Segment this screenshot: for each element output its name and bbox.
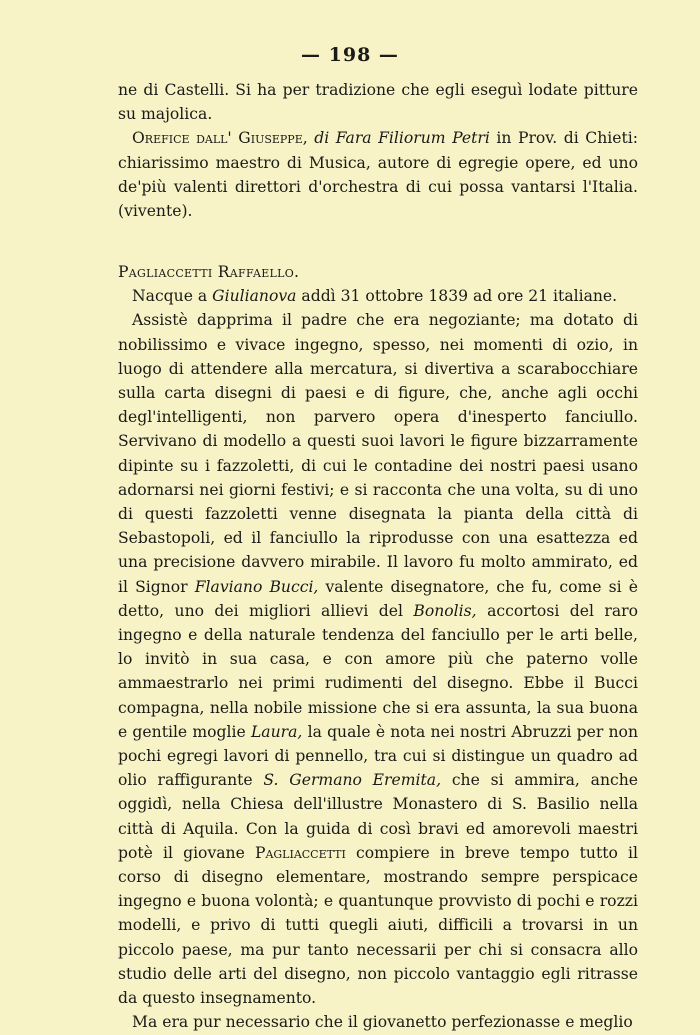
orefice-origin: di Fara Filiorum Petri bbox=[314, 129, 490, 148]
name-pagliaccetti: Pagliaccetti bbox=[254, 843, 346, 862]
final-paragraph: Ma era pur necessario che il giovanetto perfezionasse e meglio bbox=[132, 1013, 633, 1032]
birth-place: Giulianova bbox=[212, 287, 297, 306]
orefice-entry-paragraph bbox=[118, 126, 638, 223]
pagliaccetti-entry bbox=[118, 260, 638, 1035]
top-text-block bbox=[118, 78, 638, 223]
biography-paragraph bbox=[118, 308, 638, 1010]
name-laura: Laura, bbox=[250, 722, 303, 741]
bio-text-e: che si ammira, anche oggidì, nella Chiesa dell'illustre Monastero di S. Basilio nella città di Aquila. Con la guida di così bravi ed amorevoli maestri potè il giovane bbox=[118, 771, 638, 862]
bio-text-f: compiere in breve tempo tutto il corso di disegno elementare, mostrando sempre perspicace ingegno e buona volontà; e quantunque provvisto di pochi e rozzi modelli, e privo di tutti quegli aiuti, difficili a trovarsi in un piccolo paese, ma pur tanto necessarii per chi si consacra allo studio delle arti del disegno, non piccolo vantaggio egli ritrasse da questo insegnamento. bbox=[118, 843, 638, 1008]
bio-text-b: valente disegnatore, che fu, come si è detto, uno dei migliori allievi del bbox=[118, 577, 638, 620]
birth-suffix: addì 31 ottobre 1839 ad ore 21 italiane. bbox=[301, 287, 618, 306]
page-number: — 198 — bbox=[301, 44, 399, 66]
orefice-name: Orefice dall' Giuseppe, bbox=[132, 129, 308, 148]
name-bonolis: Bonolis, bbox=[413, 601, 477, 620]
bio-text-a: Assistè dapprima il padre che era negoziante; ma dotato di nobilissimo e vivace ingegno, spesso, nei momenti di ozio, in luogo di attendere alla mercatura, si divertiva a scarabocchiare sulla carta disegni di paesi e di figure, che, anche agli occhi degl'intelligenti, non parvero opera d'inesperto fanciullo. Servivano di modello a questi suoi lavori le figure bizzarramente dipinte su i fazzoletti, di cui le contadine dei nostri paesi usano adornarsi nei giorni festivi; e si racconta che una volta, su di uno di questi fazzoletti venne disegnata la pianta della città di Sebastopoli, ed il fanciullo la riprodusse con una esattezza ed una precisione davvero mirabile. Il lavoro fu molto ammirato, ed il Signor bbox=[118, 311, 638, 596]
birth-paragraph bbox=[118, 284, 638, 308]
bio-text-d: la quale è nota nei nostri Abruzzi per non pochi egregi lavori di pennello, tra cui si distingue un quadro ad olio raffigurante bbox=[118, 722, 638, 790]
orefice-text: in Prov. di Chieti: chiarissimo maestro di Musica, autore di egregie opere, ed uno de'più valenti direttori d'orchestra di cui possa vantarsi l'Italia. (vivente). bbox=[118, 129, 638, 221]
name-flaviano-bucci: Flaviano Bucci, bbox=[194, 577, 319, 596]
birth-prefix: Nacque a bbox=[132, 287, 208, 306]
name-s-germano: S. Germano Eremita, bbox=[263, 771, 442, 790]
bio-text-c: accortosi del raro ingegno e della naturale tendenza del fanciullo per le arti belle, lo invitò in sua casa, e con amore più che paterno volle ammaestrarlo nei primi rudimenti del disegno. Ebbe il Bucci compagna, nella nobile missione che si era assunta, la sua buona e gentile moglie bbox=[118, 601, 638, 741]
entry-heading: Pagliaccetti Raffaello. bbox=[118, 263, 300, 281]
continuation-paragraph: ne di Castelli. Si ha per tradizione che egli eseguì lodate pitture su majolica. bbox=[118, 81, 638, 124]
